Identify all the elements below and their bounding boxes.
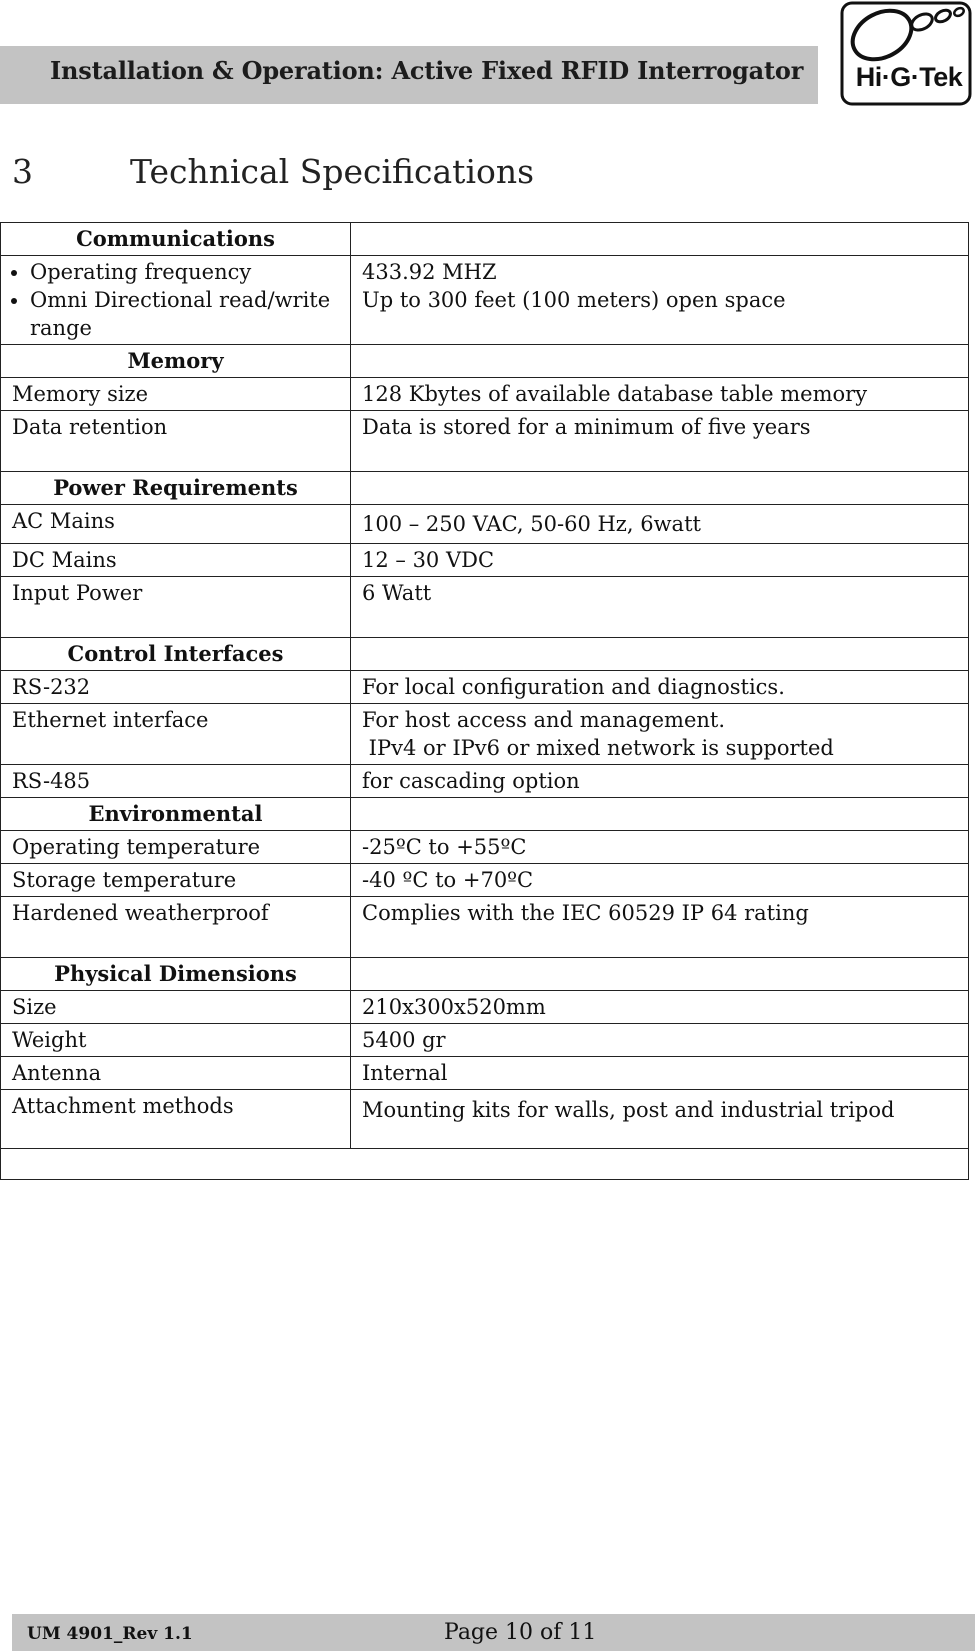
section-row-memory bbox=[1, 345, 969, 378]
spec-label: AC Mains bbox=[1, 505, 351, 544]
page-number: Page 10 of 11 bbox=[444, 1620, 597, 1645]
bullet-list bbox=[12, 258, 339, 342]
section-heading bbox=[12, 152, 534, 191]
spec-value-line: Up to 300 feet (100 meters) open space bbox=[362, 288, 786, 312]
spec-label: Weight bbox=[1, 1024, 351, 1057]
table-row bbox=[1, 411, 969, 472]
spec-value: -40 ºC to +70ºC bbox=[351, 864, 969, 897]
table-row bbox=[1, 1057, 969, 1090]
table-row bbox=[1, 864, 969, 897]
section-heading-cell: Power Requirements bbox=[1, 472, 351, 505]
spec-value-line: 433.92 MHZ bbox=[362, 260, 497, 284]
header-title: Installation & Operation: Active Fixed RFID Interrogator bbox=[50, 56, 804, 85]
empty-cell bbox=[351, 345, 969, 378]
section-row-physical bbox=[1, 958, 969, 991]
empty-cell bbox=[351, 472, 969, 505]
spec-value: 210x300x520mm bbox=[351, 991, 969, 1024]
section-row-environmental bbox=[1, 798, 969, 831]
table-row bbox=[1, 378, 969, 411]
section-heading-cell: Control Interfaces bbox=[1, 638, 351, 671]
section-heading-cell: Environmental bbox=[1, 798, 351, 831]
table-row bbox=[1, 1090, 969, 1149]
section-row-communications bbox=[1, 223, 969, 256]
spec-value: 12 – 30 VDC bbox=[351, 544, 969, 577]
empty-cell bbox=[351, 638, 969, 671]
specifications-table bbox=[0, 222, 969, 1180]
table-row bbox=[1, 544, 969, 577]
spec-label: RS-232 bbox=[1, 671, 351, 704]
spec-label: Operating temperature bbox=[1, 831, 351, 864]
spec-value bbox=[351, 704, 969, 765]
spec-label: Attachment methods bbox=[1, 1090, 351, 1149]
spec-value bbox=[351, 1090, 969, 1149]
spec-value: 5400 gr bbox=[351, 1024, 969, 1057]
spec-value-line: IPv4 or IPv6 or mixed network is supported bbox=[362, 736, 834, 760]
spec-label: Size bbox=[1, 991, 351, 1024]
spec-value: Internal bbox=[351, 1057, 969, 1090]
spec-label: Data retention bbox=[1, 411, 351, 472]
table-row bbox=[1, 704, 969, 765]
logo-wordmark: Hi·G·Tek bbox=[855, 62, 963, 92]
section-heading-cell: Memory bbox=[1, 345, 351, 378]
table-row bbox=[1, 831, 969, 864]
list-item: • Operating frequency bbox=[30, 258, 339, 286]
spec-label: Storage temperature bbox=[1, 864, 351, 897]
spec-label bbox=[1, 256, 351, 345]
section-heading-cell: Communications bbox=[1, 223, 351, 256]
spec-value-line: Mounting kits for walls, post and industrial tripod bbox=[362, 1098, 895, 1122]
spec-value: For local configuration and diagnostics. bbox=[351, 671, 969, 704]
table-row bbox=[1, 577, 969, 638]
spec-value: for cascading option bbox=[351, 765, 969, 798]
section-row-power bbox=[1, 472, 969, 505]
section-title: Technical Specifications bbox=[130, 152, 535, 191]
spec-label: Antenna bbox=[1, 1057, 351, 1090]
spec-label: Hardened weatherproof bbox=[1, 897, 351, 958]
spec-value: Data is stored for a minimum of five years bbox=[351, 411, 969, 472]
document-id: UM 4901_Rev 1.1 bbox=[27, 1624, 193, 1644]
table-row bbox=[1, 765, 969, 798]
table-row bbox=[1, 505, 969, 544]
table-row bbox=[1, 671, 969, 704]
table-row bbox=[1, 256, 969, 345]
empty-cell bbox=[351, 223, 969, 256]
spec-label: Input Power bbox=[1, 577, 351, 638]
empty-cell bbox=[351, 958, 969, 991]
list-item: • Omni Directional read/write range bbox=[30, 286, 339, 342]
spec-value: 128 Kbytes of available database table memory bbox=[351, 378, 969, 411]
spec-label: Ethernet interface bbox=[1, 704, 351, 765]
spec-value bbox=[351, 256, 969, 345]
spec-label: Memory size bbox=[1, 378, 351, 411]
section-number: 3 bbox=[12, 152, 33, 191]
spec-value: Complies with the IEC 60529 IP 64 rating bbox=[351, 897, 969, 958]
section-row-control bbox=[1, 638, 969, 671]
spec-value: -25ºC to +55ºC bbox=[351, 831, 969, 864]
spec-value: 6 Watt bbox=[351, 577, 969, 638]
spec-value-line: For host access and management. bbox=[362, 708, 726, 732]
empty-cell bbox=[1, 1149, 969, 1180]
spec-label: RS-485 bbox=[1, 765, 351, 798]
spec-label: DC Mains bbox=[1, 544, 351, 577]
empty-cell bbox=[351, 798, 969, 831]
section-heading-cell: Physical Dimensions bbox=[1, 958, 351, 991]
empty-footer-row bbox=[1, 1149, 969, 1180]
table-row bbox=[1, 991, 969, 1024]
table-row bbox=[1, 1024, 969, 1057]
spec-value: 100 – 250 VAC, 50-60 Hz, 6watt bbox=[351, 505, 969, 544]
table-row bbox=[1, 897, 969, 958]
